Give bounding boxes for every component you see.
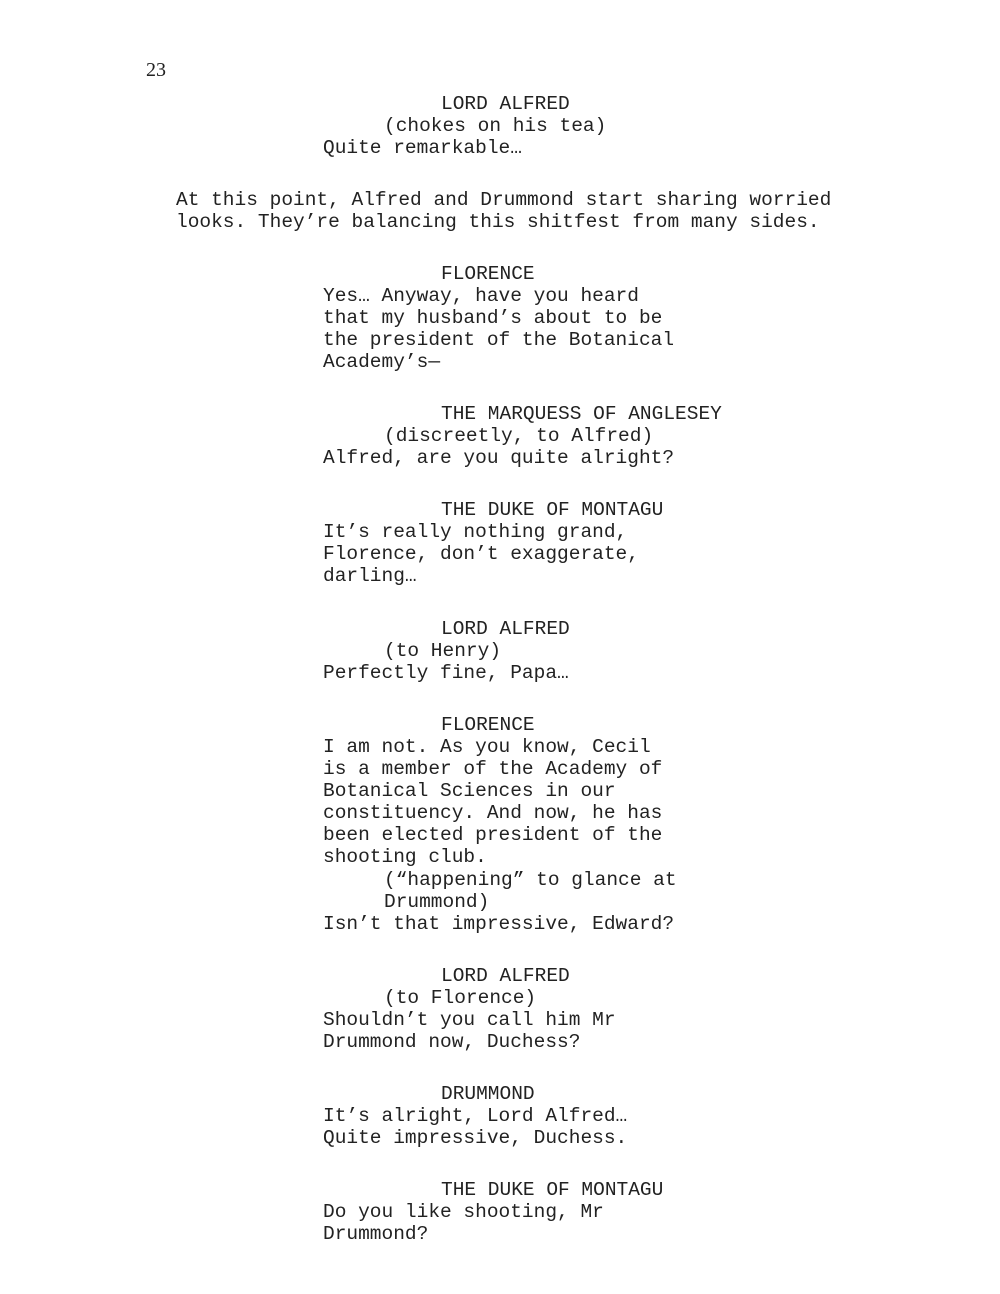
dialogue-line: Isn’t that impressive, Edward? — [323, 913, 675, 935]
character-name: THE DUKE OF MONTAGU — [441, 499, 664, 521]
dialogue-line: It’s really nothing grand, — [323, 521, 628, 543]
character-name: DRUMMOND — [441, 1083, 535, 1105]
character-name: LORD ALFRED — [441, 965, 570, 987]
dialogue-line: Do you like shooting, Mr — [323, 1201, 604, 1223]
dialogue-line: Botanical Sciences in our — [323, 780, 616, 802]
dialogue-line: Academy’s— — [323, 351, 441, 373]
parenthetical: (to Henry) — [384, 640, 502, 662]
parenthetical: (to Florence) — [384, 987, 537, 1009]
dialogue-line: Drummond now, Duchess? — [323, 1031, 581, 1053]
parenthetical: (“happening” to glance at — [384, 869, 677, 891]
dialogue-line: Alfred, are you quite alright? — [323, 447, 675, 469]
dialogue-line: constituency. And now, he has — [323, 802, 663, 824]
dialogue-line: shooting club. — [323, 846, 487, 868]
dialogue-line: been elected president of the — [323, 824, 663, 846]
dialogue-line: the president of the Botanical — [323, 329, 675, 351]
dialogue-line: Quite impressive, Duchess. — [323, 1127, 628, 1149]
parenthetical: (discreetly, to Alfred) — [384, 425, 654, 447]
page-number: 23 — [146, 59, 166, 81]
dialogue-line: darling… — [323, 565, 417, 587]
dialogue-line: Drummond? — [323, 1223, 429, 1245]
action-line: At this point, Alfred and Drummond start sharing worried — [176, 189, 832, 211]
parenthetical: (chokes on his tea) — [384, 115, 607, 137]
character-name: THE DUKE OF MONTAGU — [441, 1179, 664, 1201]
character-name: LORD ALFRED — [441, 618, 570, 640]
dialogue-line: Perfectly fine, Papa… — [323, 662, 569, 684]
dialogue-line: Quite remarkable… — [323, 137, 522, 159]
dialogue-line: that my husband’s about to be — [323, 307, 663, 329]
character-name: LORD ALFRED — [441, 93, 570, 115]
character-name: FLORENCE — [441, 714, 535, 736]
character-name: FLORENCE — [441, 263, 535, 285]
dialogue-line: Shouldn’t you call him Mr — [323, 1009, 616, 1031]
action-line: looks. They’re balancing this shitfest from many sides. — [176, 211, 820, 233]
dialogue-line: is a member of the Academy of — [323, 758, 663, 780]
dialogue-line: Florence, don’t exaggerate, — [323, 543, 639, 565]
dialogue-line: Yes… Anyway, have you heard — [323, 285, 639, 307]
dialogue-line: It’s alright, Lord Alfred… — [323, 1105, 628, 1127]
character-name: THE MARQUESS OF ANGLESEY — [441, 403, 722, 425]
parenthetical: Drummond) — [384, 891, 490, 913]
dialogue-line: I am not. As you know, Cecil — [323, 736, 651, 758]
